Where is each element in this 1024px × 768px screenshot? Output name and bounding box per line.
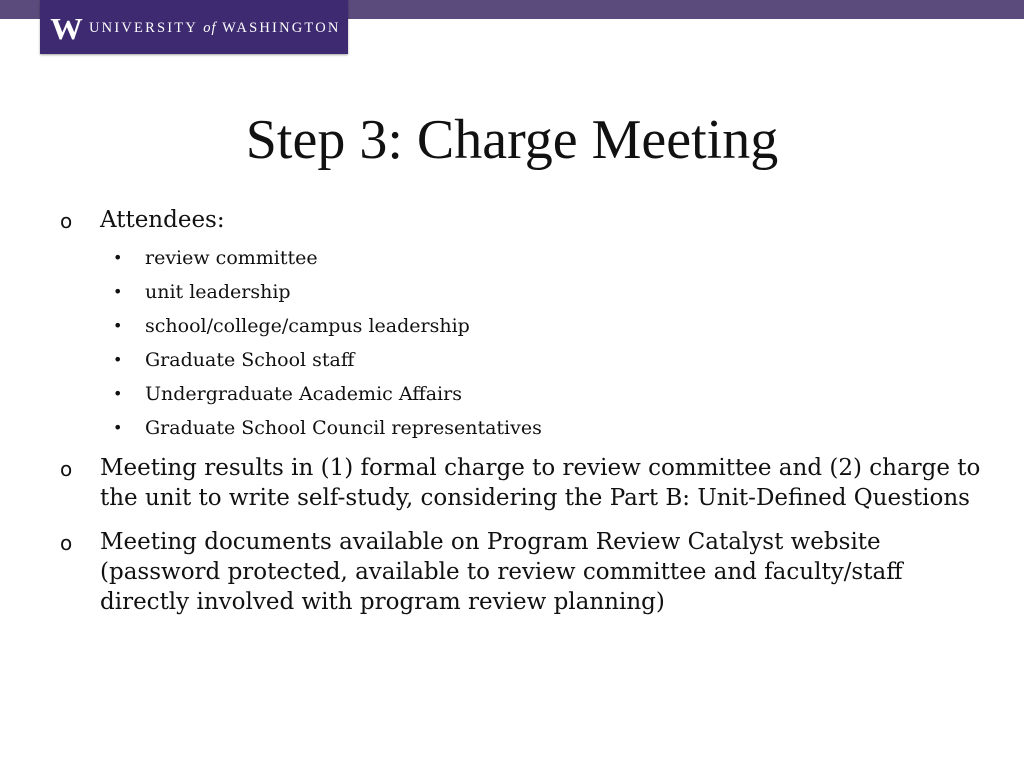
- dot-bullet-icon: •: [113, 350, 123, 369]
- sub-bullet-item: [0, 411, 1024, 445]
- slide-title: Step 3: Charge Meeting: [245, 109, 779, 171]
- sub-bullet-item: [0, 241, 1024, 275]
- logo-wordmark: [89, 20, 341, 37]
- logo-word-university: UNIVERSITY: [89, 19, 198, 36]
- sub-bullet-item: [0, 377, 1024, 411]
- circle-bullet-icon: o: [60, 209, 73, 233]
- logo-word-of: of: [203, 19, 217, 36]
- circle-bullet-icon: o: [60, 531, 73, 555]
- sub-bullet-item: [0, 343, 1024, 377]
- dot-bullet-icon: •: [113, 282, 123, 301]
- sub-bullet-text: Graduate School staff: [145, 349, 355, 371]
- sub-bullet-text: review committee: [145, 247, 318, 269]
- bullet-attendees: [0, 205, 1024, 235]
- dot-bullet-icon: •: [113, 384, 123, 403]
- bullet-text: Attendees:: [100, 207, 225, 233]
- bullet-meeting-documents: [0, 527, 1024, 617]
- sub-bullet-text: Undergraduate Academic Affairs: [145, 383, 462, 405]
- sub-bullet-text: school/college/campus leadership: [145, 315, 470, 337]
- slide-body: [0, 205, 1024, 617]
- logo-word-washington: WASHINGTON: [222, 19, 341, 36]
- sub-bullet-text: Graduate School Council representatives: [145, 417, 542, 439]
- dot-bullet-icon: •: [113, 418, 123, 437]
- bullet-text: Meeting results in (1) formal charge to review committee and (2) charge to the unit to write self-study, considering the Part B: Unit-Defined Questions: [100, 455, 981, 511]
- dot-bullet-icon: •: [113, 248, 123, 267]
- w-logo-mark: W: [50, 10, 81, 46]
- bullet-meeting-results: [0, 453, 1024, 513]
- sub-bullet-text: unit leadership: [145, 281, 291, 303]
- dot-bullet-icon: •: [113, 316, 123, 335]
- sub-bullet-item: [0, 309, 1024, 343]
- sub-bullet-item: [0, 275, 1024, 309]
- bullet-text: Meeting documents available on Program Review Catalyst website (password protected, available to review committee and faculty/staff directly involved with program review planning): [100, 529, 903, 615]
- circle-bullet-icon: o: [60, 457, 73, 481]
- university-logo: [40, 0, 348, 54]
